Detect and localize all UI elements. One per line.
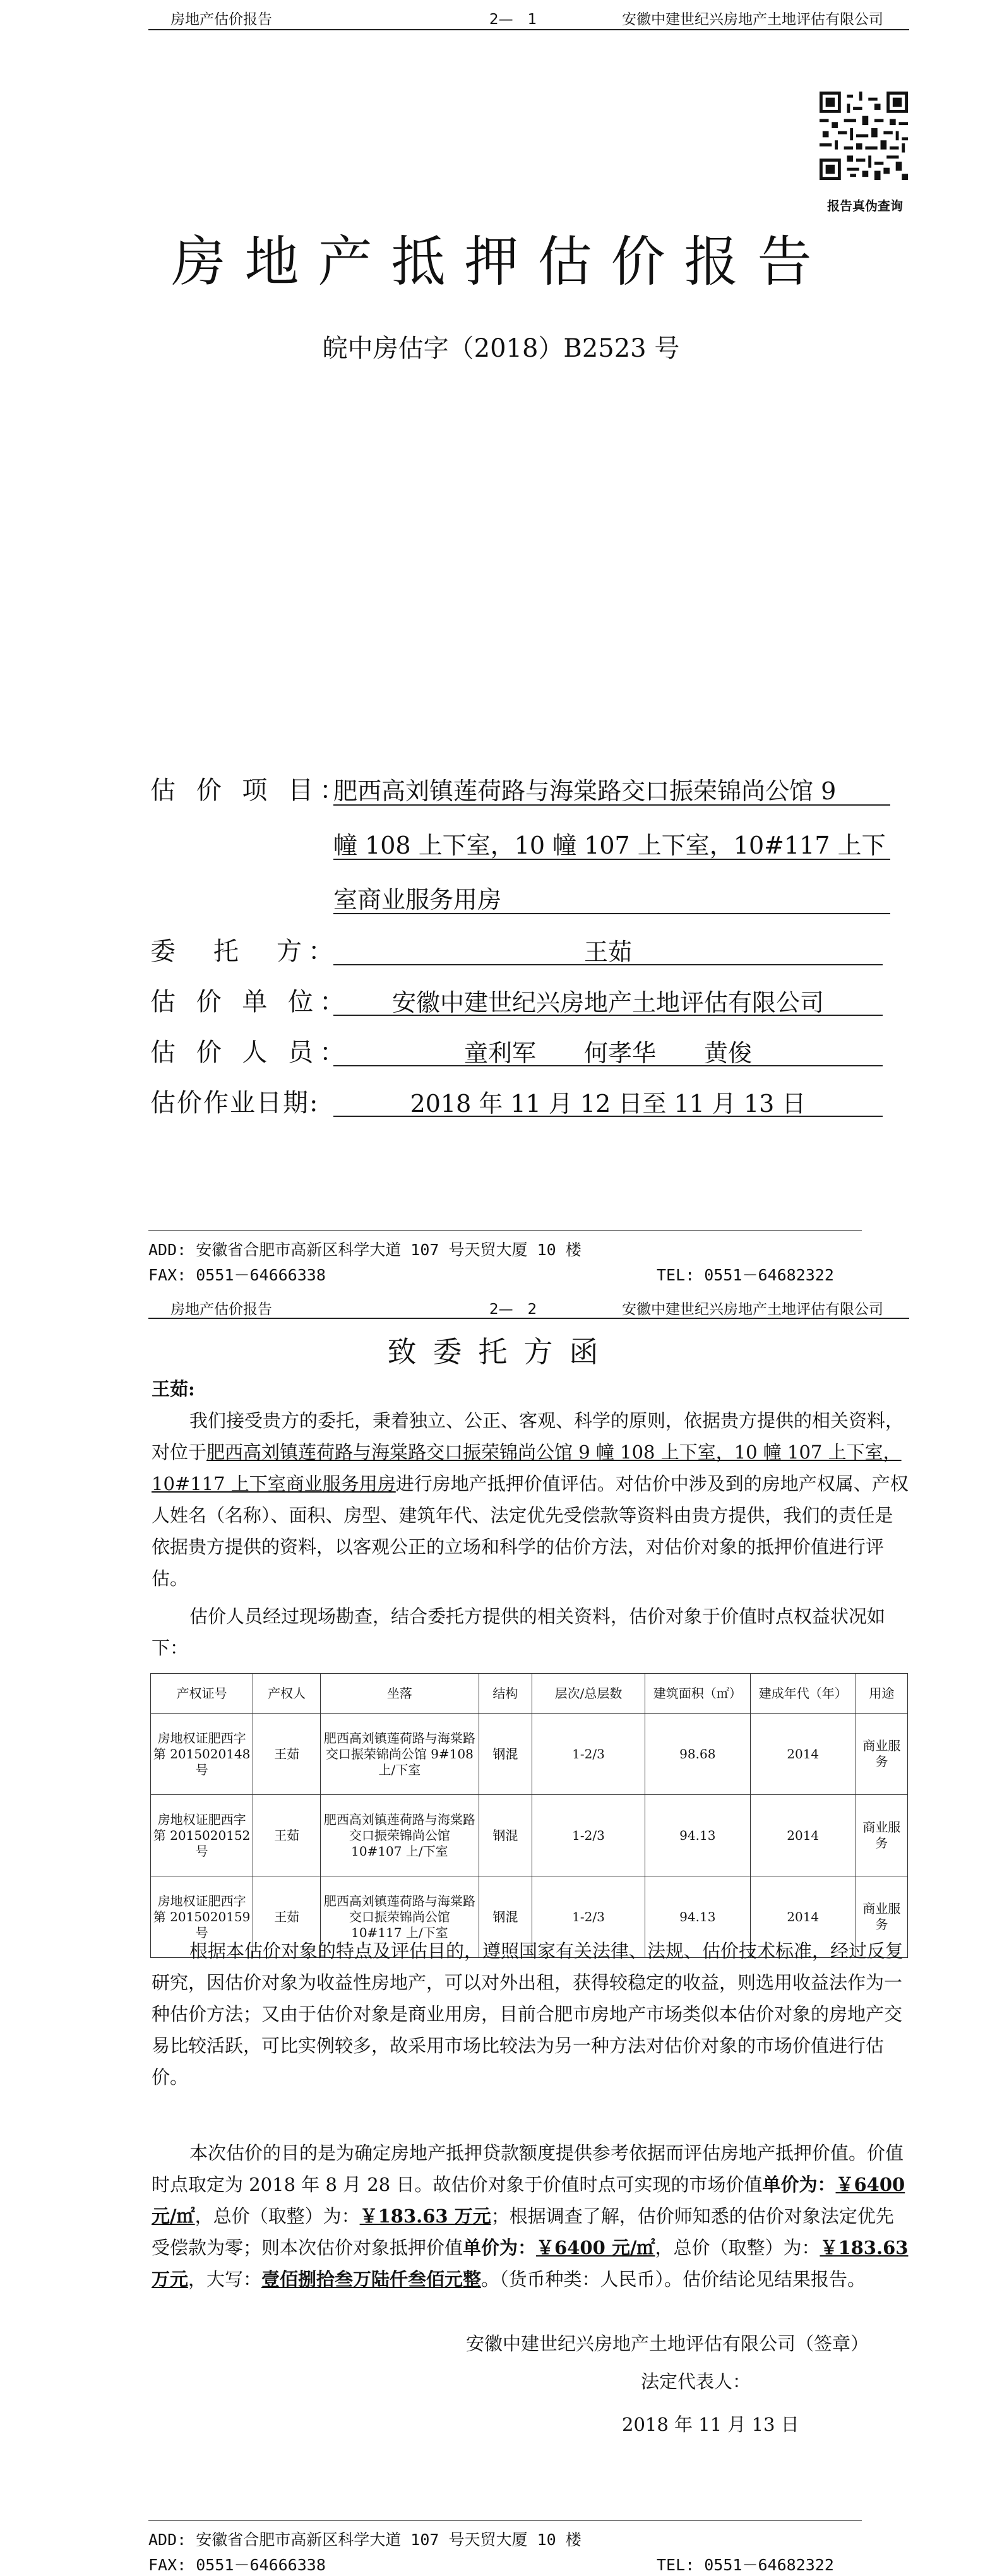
cell-floors: 1-2/3 — [532, 1876, 645, 1958]
cell-location: 肥西高刘镇莲荷路与海棠路交口振荣锦尚公馆 10#117 上/下室 — [321, 1876, 479, 1958]
property-table — [150, 1673, 908, 1958]
col-usage: 用途 — [856, 1674, 907, 1714]
page2-footer-tel: TEL: 0551－64682322 — [657, 2556, 834, 2574]
document-number: 皖中房估字（2018）B2523 号 — [322, 334, 680, 363]
letter-title: 致委托方函 — [387, 1335, 615, 1369]
project-line-1: 肥西高刘镇莲荷路与海棠路交口振荣锦尚公馆 9 — [333, 777, 837, 805]
table-row — [151, 1795, 908, 1876]
cell-year: 2014 — [750, 1714, 856, 1795]
unit-underline — [333, 1015, 883, 1016]
qr-caption: 报告真伪查询 — [827, 198, 903, 213]
project-line-3: 室商业服务用房 — [333, 886, 502, 914]
client-label: 委 托 方： — [150, 937, 340, 966]
cell-year: 2014 — [750, 1876, 856, 1958]
report-title: 房地产抵押估价报告 — [171, 230, 831, 294]
p4-text-d: ，总价（取整）为： — [655, 2237, 820, 2258]
page2-header-right: 安徽中建世纪兴房地产土地评估有限公司 — [622, 1301, 883, 1318]
project-line-2: 幢 108 上下室，10 幢 107 上下室，10#117 上下 — [333, 832, 886, 859]
page2-footer-address: ADD: 安徽省合肥市高新区科学大道 107 号天贸大厦 10 楼 — [148, 2531, 582, 2549]
cell-cert-number: 房地权证肥西字第 2015020152 号 — [151, 1795, 253, 1876]
cell-owner: 王茹 — [253, 1795, 321, 1876]
appraisers-underline — [333, 1065, 883, 1066]
appraisers-value: 童利军 何孝华 黄俊 — [463, 1039, 752, 1067]
paragraph-1 — [152, 1405, 910, 1594]
salutation: 王茹: — [152, 1378, 195, 1400]
project-label: 估 价 项 目： — [150, 776, 352, 805]
p4-text-e: ，大写： — [188, 2269, 262, 2290]
cell-floors: 1-2/3 — [532, 1714, 645, 1795]
date-underline — [333, 1116, 883, 1117]
p4-mortgage-unit-price: ￥6400 元/㎡ — [536, 2237, 655, 2258]
qr-code-icon[interactable] — [820, 92, 908, 180]
paragraph-2 — [152, 1601, 910, 1664]
project-underline-2 — [333, 859, 890, 860]
page1-footer-address: ADD: 安徽省合肥市高新区科学大道 107 号天贸大厦 10 楼 — [148, 1241, 582, 1259]
page2-header-rule — [148, 1318, 909, 1319]
project-underline-3 — [333, 913, 890, 914]
paragraph-4 — [152, 2137, 910, 2295]
cell-owner: 王茹 — [253, 1714, 321, 1795]
page1-header-page: 2— 1 — [489, 11, 537, 28]
cell-cert-number: 房地权证肥西字第 2015020159 号 — [151, 1876, 253, 1958]
p4-amount-in-words: 壹佰捌拾叁万陆仟叁佰元整 — [261, 2269, 482, 2290]
page2-header-left: 房地产估价报告 — [170, 1301, 272, 1318]
cell-year: 2014 — [750, 1795, 856, 1876]
p4-text-b: ，总价（取整）为： — [194, 2205, 360, 2227]
table-row — [151, 1714, 908, 1795]
p4-total-price: ￥183.63 万元 — [359, 2205, 491, 2227]
page2-footer-fax: FAX: 0551－64666338 — [148, 2556, 326, 2574]
cell-location: 肥西高刘镇莲荷路与海棠路交口振荣锦尚公馆 10#107 上/下室 — [321, 1795, 479, 1876]
p1-property-address: 肥西高刘镇莲荷路与海棠路交口振荣锦尚公馆 9 幢 108 上下室，10 幢 107 上下室，10#117 上下室商业服务用房 — [152, 1441, 902, 1494]
unit-label: 估 价 单 位： — [150, 987, 352, 1017]
cell-cert-number: 房地权证肥西字第 2015020148 号 — [151, 1714, 253, 1795]
page1-footer-fax: FAX: 0551－64666338 — [148, 1266, 326, 1284]
page1-footer-rule — [148, 1230, 862, 1231]
client-value: 王茹 — [583, 938, 632, 966]
cell-structure: 钢混 — [479, 1795, 532, 1876]
cell-usage: 商业服务 — [856, 1795, 907, 1876]
unit-value: 安徽中建世纪兴房地产土地评估有限公司 — [391, 989, 824, 1017]
page1-footer-tel: TEL: 0551－64682322 — [657, 1266, 834, 1284]
cell-location: 肥西高刘镇莲荷路与海棠路交口振荣锦尚公馆 9#108 上/下室 — [321, 1714, 479, 1795]
date-value: 2018 年 11 月 12 日至 11 月 13 日 — [410, 1090, 806, 1118]
cell-area: 98.68 — [645, 1714, 750, 1795]
col-owner: 产权人 — [253, 1674, 321, 1714]
cell-structure: 钢混 — [479, 1876, 532, 1958]
page1-header-right: 安徽中建世纪兴房地产土地评估有限公司 — [622, 11, 883, 28]
page1-header-left: 房地产估价报告 — [170, 11, 272, 28]
p4-unit-price: ￥6400 元/㎡ — [152, 2174, 905, 2227]
cell-floors: 1-2/3 — [532, 1795, 645, 1876]
signature-company: 安徽中建世纪兴房地产土地评估有限公司（签章） — [466, 2333, 869, 2354]
p4-text-a: 本次估价的目的是为确定房地产抵押贷款额度提供参考依据而评估房地产抵押价值。价值时点取定为 2018 年 8 月 28 日。故估价对象于价值时点可实现的市场价值 — [152, 2142, 904, 2195]
p4-text-f: 。（货币种类：人民币）。估价结论见结果报告。 — [481, 2269, 866, 2290]
p2-text: 估价人员经过现场勘查，结合委托方提供的相关资料，估价对象于价值时点权益状况如下： — [152, 1606, 886, 1659]
date-label: 估价作业日期: — [150, 1088, 319, 1118]
cell-area: 94.13 — [645, 1795, 750, 1876]
signature-legal-rep: 法定代表人： — [641, 2371, 751, 2392]
p4-text-c: ；根据调查了解，估价师知悉的估价对象法定优先受偿款为零；则本次估价对象抵押价值 — [152, 2205, 894, 2258]
col-structure: 结构 — [479, 1674, 532, 1714]
p1-text-b: 进行房地产抵押价值评估。对估价中涉及到的房地产权属、产权人姓名（名称）、面积、房型、建筑年代、法定优先受偿款等资料由贵方提供，我们的责任是依据贵方提供的资料，以客观公正的立场和科学的估价方法，对估价对象的抵押价值进行评估。 — [152, 1473, 909, 1589]
p4-mortgage-total-price: ￥183.63 万元 — [152, 2237, 909, 2290]
p1-text-a: 我们接受贵方的委托，秉着独立、公正、客观、科学的原则，依据贵方提供的相关资料，对位于 — [152, 1410, 904, 1463]
cell-area: 94.13 — [645, 1876, 750, 1958]
signature-date: 2018 年 11 月 13 日 — [622, 2414, 799, 2435]
p3-text: 根据本估价对象的特点及评估目的，遵照国家有关法律、法规、估价技术标准，经过反复研究，因估价对象为收益性房地产，可以对外出租，获得较稳定的收益，则选用收益法作为一种估价方法；又由于估价对象是商业用房，目前合肥市房地产市场类似本估价对象的房地产交易比较活跃，可比实例较多，故采用市场比较法为另一种方法对估价对象的市场价值进行估价。 — [152, 1940, 904, 2088]
col-year: 建成年代（年） — [750, 1674, 856, 1714]
col-area: 建筑面积（㎡） — [645, 1674, 750, 1714]
page1-header-rule — [148, 29, 909, 30]
client-underline — [333, 964, 883, 965]
page2-footer-rule — [148, 2520, 862, 2521]
cell-structure: 钢混 — [479, 1714, 532, 1795]
cell-usage: 商业服务 — [856, 1714, 907, 1795]
appraisers-label: 估 价 人 员： — [150, 1038, 352, 1067]
p4-mortgage-unit-label: 单价为： — [463, 2237, 537, 2258]
col-floors: 层次/总层数 — [532, 1674, 645, 1714]
paragraph-3 — [152, 1935, 910, 2093]
table-header-row — [151, 1674, 908, 1714]
col-location: 坐落 — [321, 1674, 479, 1714]
p4-unit-price-label: 单价为： — [762, 2174, 836, 2195]
page2-header-page: 2— 2 — [489, 1301, 537, 1318]
project-underline-1 — [333, 804, 890, 806]
col-cert-number: 产权证号 — [151, 1674, 253, 1714]
cell-usage: 商业服务 — [856, 1876, 907, 1958]
cell-owner: 王茹 — [253, 1876, 321, 1958]
